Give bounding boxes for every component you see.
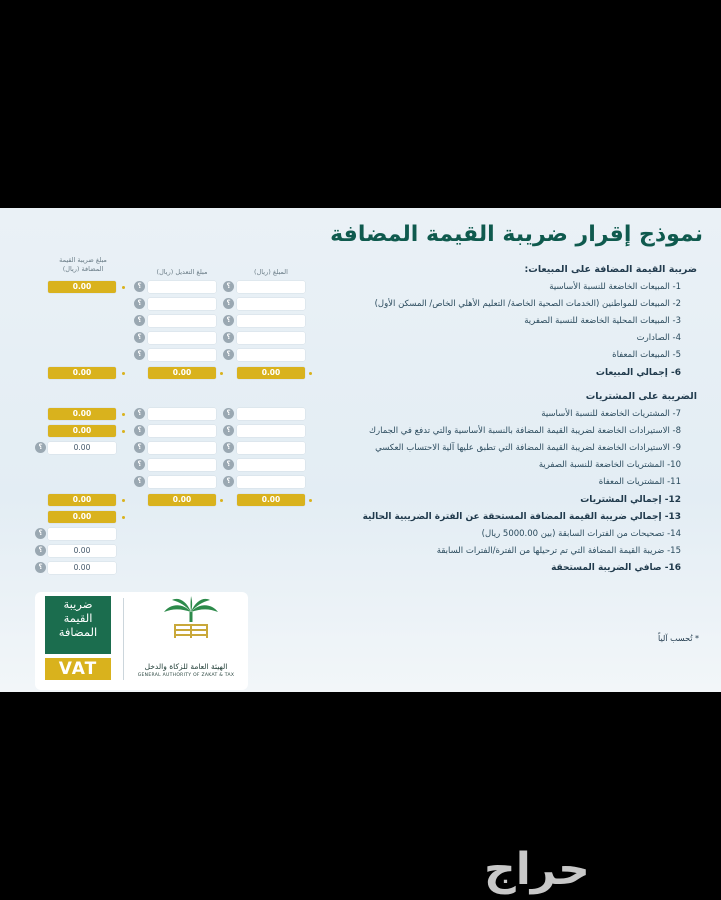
zakat-authority-english-name: GENERAL AUTHORITY OF ZAKAT & TAX xyxy=(137,673,235,678)
row-12-adjustment-auto-marker xyxy=(220,499,223,502)
purchases-section-heading: الضريبة على المشتريات xyxy=(585,391,697,402)
row-6-adjustment-auto-marker xyxy=(220,372,223,375)
row-9-amount-help-icon[interactable]: ؟ xyxy=(223,442,234,453)
zakat-palm-emblem-icon xyxy=(160,596,222,642)
row-7-adjustment[interactable] xyxy=(148,408,216,420)
row-14-vat[interactable] xyxy=(48,528,116,540)
row-12-vat-auto-marker xyxy=(122,499,125,502)
vat-logo-arabic-line2: القيمة xyxy=(63,611,93,625)
row-8-auto-marker xyxy=(122,430,125,433)
row-5-adjustment[interactable] xyxy=(148,349,216,361)
logos-card xyxy=(35,592,248,690)
row-5-amount[interactable] xyxy=(237,349,305,361)
row-10-amount-help-icon[interactable]: ؟ xyxy=(223,459,234,470)
row-7-amount[interactable] xyxy=(237,408,305,420)
zakat-authority-arabic-name: الهيئة العامة للزكاة والدخل xyxy=(144,662,228,671)
row-11-label: 11- المشتريات المعفاة xyxy=(598,477,681,487)
row-12-amount: 0.00 xyxy=(237,494,305,506)
col-header-amount: المبلغ (ريال) xyxy=(254,268,288,276)
row-4-label: 4- الصادارت xyxy=(636,333,681,343)
row-5-adjustment-help-icon[interactable]: ؟ xyxy=(134,349,145,360)
form-title: نموذج إقرار ضريبة القيمة المضافة xyxy=(330,222,703,247)
row-1-adjustment[interactable] xyxy=(148,281,216,293)
row-1-label: 1- المبيعات الخاضعة للنسبة الأساسية xyxy=(549,282,681,292)
row-3-amount-help-icon[interactable]: ؟ xyxy=(223,315,234,326)
row-5-label: 5- المبيعات المعفاة xyxy=(612,350,681,360)
row-1-vat: 0.00 xyxy=(48,281,116,293)
row-2-adjustment[interactable] xyxy=(148,298,216,310)
row-12-vat: 0.00 xyxy=(48,494,116,506)
row-13-vat-auto-marker xyxy=(122,516,125,519)
row-1-adjustment-help-icon[interactable]: ؟ xyxy=(134,281,145,292)
row-9-vat[interactable]: 0.00 xyxy=(48,442,116,454)
row-15-vat[interactable]: 0.00 xyxy=(48,545,116,557)
vat-logo-arabic-line3: المضافة xyxy=(58,625,98,639)
vat-logo xyxy=(45,596,111,680)
row-16-vat-help-icon[interactable]: ؟ xyxy=(35,562,46,573)
row-3-label: 3- المبيعات المحلية الخاضعة للنسبة الصفرية xyxy=(524,316,681,326)
row-15-label: 15- ضريبة القيمة المضافة التي تم ترحيلها من الفترة/الفترات السابقة xyxy=(436,546,681,556)
row-7-adjustment-help-icon[interactable]: ؟ xyxy=(134,408,145,419)
row-13-label: 13- إجمالي ضريبة القيمة المضافة المستحقة عن الفترة الضريبية الحالية xyxy=(362,512,681,522)
row-12-label: 12- إجمالي المشتريات xyxy=(580,495,681,505)
row-16-vat: 0.00 xyxy=(48,562,116,574)
row-10-amount[interactable] xyxy=(237,459,305,471)
row-13-vat: 0.00 xyxy=(48,511,116,523)
row-16-label: 16- صافي الضريبة المستحقة xyxy=(551,563,681,573)
sales-section-heading: ضريبة القيمة المضافة على المبيعات: xyxy=(524,264,697,275)
row-2-amount-help-icon[interactable]: ؟ xyxy=(223,298,234,309)
row-4-adjustment[interactable] xyxy=(148,332,216,344)
row-2-amount[interactable] xyxy=(237,298,305,310)
row-7-vat: 0.00 xyxy=(48,408,116,420)
row-12-amount-auto-marker xyxy=(309,499,312,502)
haraj-watermark: حراج xyxy=(484,844,590,895)
row-3-amount[interactable] xyxy=(237,315,305,327)
col-header-adjustment: مبلغ التعديل (ريال) xyxy=(156,268,208,276)
vat-logo-arabic xyxy=(45,596,111,654)
row-4-amount-help-icon[interactable]: ؟ xyxy=(223,332,234,343)
row-6-vat: 0.00 xyxy=(48,367,116,379)
row-9-label: 9- الاستيرادات الخاضعة لضريبة القيمة المضافة التي تطبق عليها آلية الاحتساب العكسي xyxy=(375,443,681,453)
row-7-auto-marker xyxy=(122,413,125,416)
row-9-amount[interactable] xyxy=(237,442,305,454)
row-1-amount[interactable] xyxy=(237,281,305,293)
row-6-vat-auto-marker xyxy=(122,372,125,375)
row-6-label: 6- إجمالي المبيعات xyxy=(595,368,681,378)
row-8-amount[interactable] xyxy=(237,425,305,437)
row-10-label: 10- المشتريات الخاضعة للنسبة الصفرية xyxy=(538,460,681,470)
row-11-amount-help-icon[interactable]: ؟ xyxy=(223,476,234,487)
col-header-vat-amount: مبلغ ضريبة القيمة المضافة (ريال) xyxy=(59,256,107,273)
row-2-adjustment-help-icon[interactable]: ؟ xyxy=(134,298,145,309)
row-8-label: 8- الاستيرادات الخاضعة لضريبة القيمة المضافة بالنسبة الأساسية والتي تدفع في الجمارك xyxy=(369,426,681,436)
row-12-adjustment: 0.00 xyxy=(148,494,216,506)
row-2-label: 2- المبيعات للمواطنين (الخدمات الصحية الخاصة/ التعليم الأهلي الخاص/ المسكن الأول) xyxy=(374,299,681,309)
row-3-adjustment-help-icon[interactable]: ؟ xyxy=(134,315,145,326)
row-8-adjustment-help-icon[interactable]: ؟ xyxy=(134,425,145,436)
row-4-amount[interactable] xyxy=(237,332,305,344)
row-6-amount-auto-marker xyxy=(309,372,312,375)
row-14-vat-help-icon[interactable]: ؟ xyxy=(35,528,46,539)
row-11-adjustment[interactable] xyxy=(148,476,216,488)
row-10-adjustment-help-icon[interactable]: ؟ xyxy=(134,459,145,470)
row-9-vat-help-icon[interactable]: ؟ xyxy=(35,442,46,453)
row-8-adjustment[interactable] xyxy=(148,425,216,437)
row-7-amount-help-icon[interactable]: ؟ xyxy=(223,408,234,419)
row-1-amount-help-icon[interactable]: ؟ xyxy=(223,281,234,292)
row-6-adjustment: 0.00 xyxy=(148,367,216,379)
row-8-amount-help-icon[interactable]: ؟ xyxy=(223,425,234,436)
row-6-amount: 0.00 xyxy=(237,367,305,379)
auto-calc-note: * تُحسب آلياً xyxy=(658,634,699,643)
vat-form-panel xyxy=(0,208,721,692)
row-10-adjustment[interactable] xyxy=(148,459,216,471)
row-11-adjustment-help-icon[interactable]: ؟ xyxy=(134,476,145,487)
row-9-adjustment[interactable] xyxy=(148,442,216,454)
vat-logo-arabic-line1: ضريبة xyxy=(63,597,93,611)
logo-divider xyxy=(123,598,124,680)
row-14-label: 14- تصحيحات من الفترات السابقة (بين 5000.00 ريال) xyxy=(481,529,681,539)
row-1-auto-marker xyxy=(122,286,125,289)
row-15-vat-help-icon[interactable]: ؟ xyxy=(35,545,46,556)
vat-logo-english: VAT xyxy=(45,658,111,680)
row-5-amount-help-icon[interactable]: ؟ xyxy=(223,349,234,360)
row-8-vat: 0.00 xyxy=(48,425,116,437)
row-7-label: 7- المشتريات الخاضعة للنسبة الأساسية xyxy=(541,409,681,419)
row-4-adjustment-help-icon[interactable]: ؟ xyxy=(134,332,145,343)
row-11-amount[interactable] xyxy=(237,476,305,488)
row-3-adjustment[interactable] xyxy=(148,315,216,327)
row-9-adjustment-help-icon[interactable]: ؟ xyxy=(134,442,145,453)
